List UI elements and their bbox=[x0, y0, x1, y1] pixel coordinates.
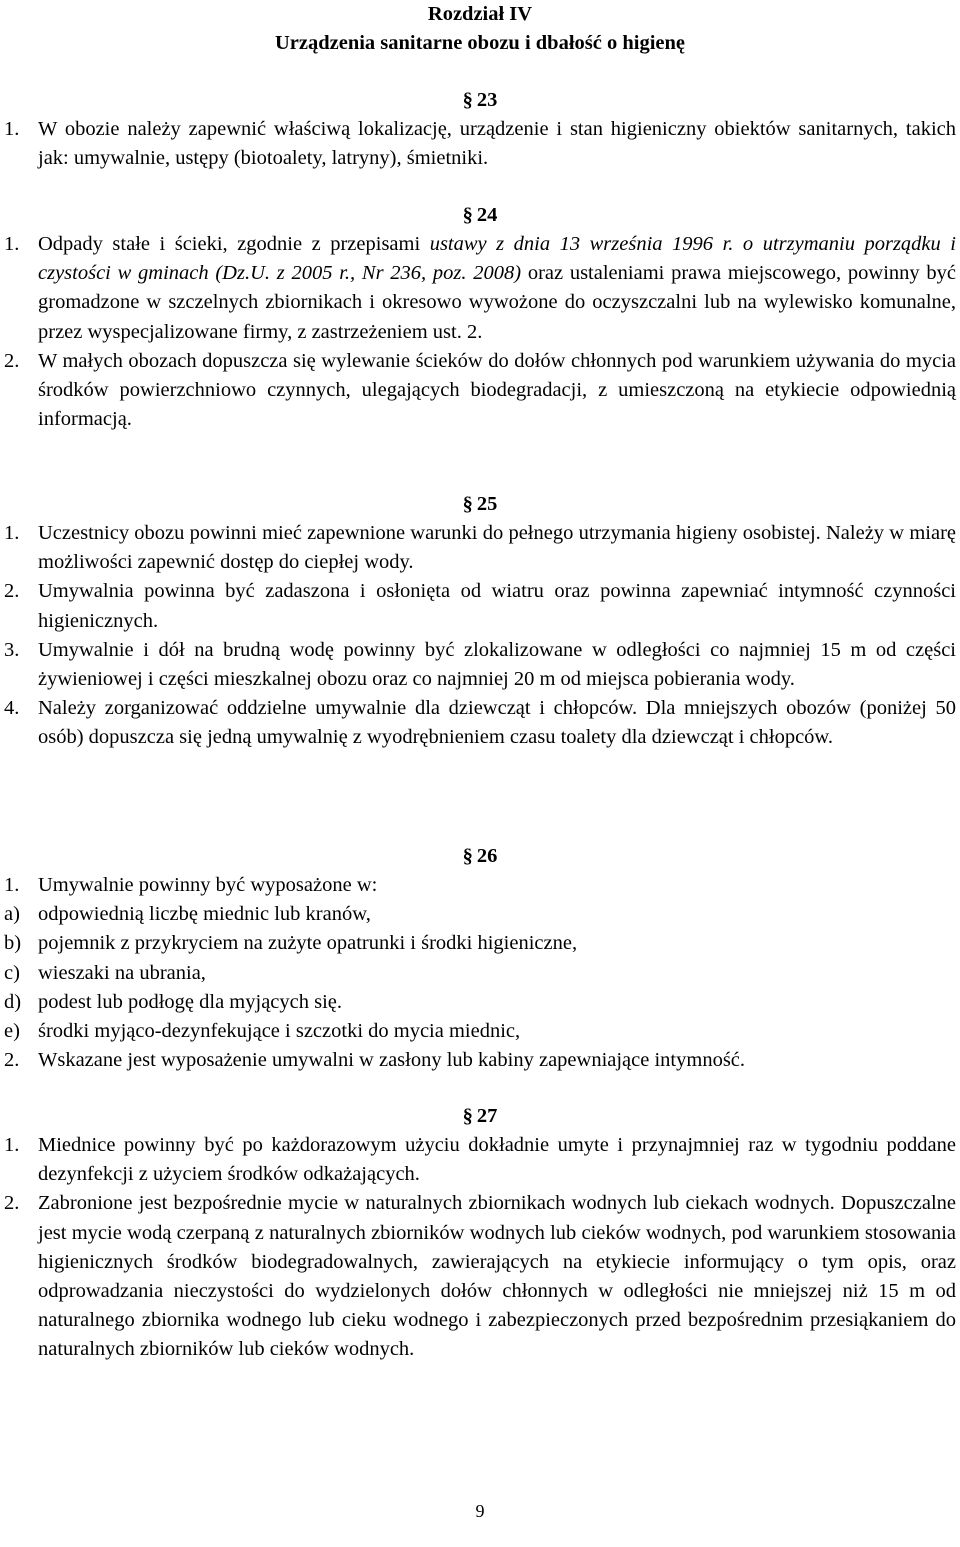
item-letter: d) bbox=[4, 990, 22, 1013]
item-text: Wskazane jest wyposażenie umywalni w zasłony lub kabiny zapewniające intymność. bbox=[38, 1049, 746, 1072]
item-number: 2. bbox=[4, 349, 20, 372]
section-number: 25 bbox=[476, 493, 498, 515]
item-number: 1. bbox=[4, 522, 20, 544]
list-item bbox=[0, 115, 960, 173]
sub-list-item bbox=[0, 959, 960, 988]
list-item bbox=[0, 694, 960, 752]
item-text: Umywalnie powinny być wyposażone w: bbox=[38, 874, 378, 896]
section-number: 24 bbox=[476, 204, 498, 226]
chapter-title: Rozdział IV bbox=[427, 3, 533, 25]
page-number: 9 bbox=[475, 1501, 485, 1521]
section-heading bbox=[0, 1102, 960, 1131]
item-number: 1. bbox=[4, 874, 20, 896]
item-text-start: Odpady stałe i ścieki, zgodnie z przepisami bbox=[38, 233, 430, 255]
item-letter: e) bbox=[4, 1020, 20, 1043]
statute-citation: ustawy z dnia 13 września 1996 r. o utrzymaniu porządku i czystości w gminach (Dz.U. z 2005 r., Nr 236, poz. 2008) bbox=[38, 233, 956, 285]
item-number: 1. bbox=[4, 233, 20, 255]
item-number: 3. bbox=[4, 638, 20, 661]
section-heading bbox=[0, 842, 960, 871]
item-text: Zabronione jest bezpośrednie mycie w naturalnych zbiornikach wodnych lub ciekach wodnych. Dopuszczalne jest mycie wodą czerpaną z naturalnych zbiorników wodnych lub cieków wodnych, pod warunkiem stosowania higienicznych środków biodegradowalnych, zawierających na etykiecie informujący o tym opis, oraz odprowadzania nieczystości do wydzielonych dołów chłonnych w odległości nie mniejszej niż 15 m od naturalnego zbiornika wodnego lub cieku wodnego i zabezpieczonych przed bezpośrednim przesiąkaniem do naturalnych zbiorników lub cieków wodnych. bbox=[38, 1192, 956, 1361]
section-symbol: § bbox=[462, 89, 473, 111]
section-symbol: § bbox=[462, 493, 473, 515]
item-number: 1. bbox=[4, 118, 20, 140]
item-text: Umywalnie i dół na brudną wodę powinny być zlokalizowane w odległości co najmniej 15 m od części żywieniowej i części mieszkalnej obozu oraz co najmniej 20 m od miejsca pobierania wody. bbox=[38, 638, 956, 691]
item-text bbox=[38, 230, 956, 347]
item-number: 2. bbox=[4, 1049, 20, 1072]
chapter-subtitle: Urządzenia sanitarne obozu i dbałość o higienę bbox=[274, 32, 685, 54]
item-text: Miednice powinny być po każdorazowym użyciu dokładnie umyte i przynajmniej raz w tygodniu poddane dezynfekcji z użyciem środków odkażających. bbox=[38, 1134, 956, 1186]
item-text: Uczestnicy obozu powinni mieć zapewnione warunki do pełnego utrzymania higieny osobistej. Należy w miarę możliwości zapewnić dostęp do ciepłej wody. bbox=[38, 522, 956, 574]
sub-list-item bbox=[0, 988, 960, 1017]
section-heading bbox=[0, 490, 960, 519]
item-text: W małych obozach dopuszcza się wylewanie ścieków do dołów chłonnych pod warunkiem używania do mycia środków powierzchniowo czynnych, ulegających biodegradacji, z umieszczoną na etykiecie odpowiednią informacją. bbox=[38, 349, 956, 431]
section-heading bbox=[0, 201, 960, 230]
item-text: W obozie należy zapewnić właściwą lokalizację, urządzenie i stan higieniczny obiektów sanitarnych, takich jak: umywalnie, ustępy (biotoalety, latryny), śmietniki. bbox=[38, 118, 956, 170]
section-24 bbox=[0, 201, 960, 434]
list-item bbox=[0, 1131, 960, 1189]
sub-list-item bbox=[0, 929, 960, 958]
item-letter: b) bbox=[4, 932, 22, 955]
list-item bbox=[0, 1189, 960, 1364]
chapter-heading bbox=[0, 0, 960, 58]
section-number: 23 bbox=[476, 89, 498, 111]
list-item bbox=[0, 230, 960, 347]
list-item bbox=[0, 1046, 960, 1075]
section-26 bbox=[0, 842, 960, 1075]
section-number: 27 bbox=[476, 1105, 498, 1127]
section-symbol: § bbox=[462, 845, 473, 867]
item-text: odpowiednią liczbę miednic lub kranów, bbox=[38, 903, 371, 926]
section-25 bbox=[0, 490, 960, 753]
item-text: podest lub podłogę dla myjących się. bbox=[38, 990, 343, 1013]
item-number: 2. bbox=[4, 580, 20, 603]
section-23 bbox=[0, 86, 960, 173]
list-item bbox=[0, 347, 960, 435]
item-number: 4. bbox=[4, 697, 20, 720]
item-text: Należy zorganizować oddzielne umywalnie dla dziewcząt i chłopców. Dla mniejszych obozów (poniżej 50 osób) dopuszcza się jedną umywalnię z wyodrębnieniem czasu toalety dla dziewcząt i chłopców. bbox=[38, 697, 956, 749]
item-letter: a) bbox=[4, 903, 20, 926]
item-text: Umywalnia powinna być zadaszona i osłonięta od wiatru oraz powinna zapewniać intymność czynności higienicznych. bbox=[38, 580, 956, 632]
section-symbol: § bbox=[462, 204, 473, 226]
list-item bbox=[0, 871, 960, 900]
sub-list-item bbox=[0, 1017, 960, 1046]
section-27 bbox=[0, 1102, 960, 1365]
section-heading bbox=[0, 86, 960, 115]
list-item bbox=[0, 519, 960, 577]
section-number: 26 bbox=[476, 845, 498, 867]
section-symbol: § bbox=[462, 1105, 473, 1127]
sub-list-item bbox=[0, 900, 960, 929]
item-text: wieszaki na ubrania, bbox=[38, 961, 206, 984]
item-text: pojemnik z przykryciem na zużyte opatrunki i środki higieniczne, bbox=[38, 932, 578, 955]
item-text-end: oraz ustaleniami prawa miejscowego, powinny być gromadzone w szczelnych zbiornikach i okresowo wywożone do oczyszczalni lub na wylewisko komunalne, przez wyspecjalizowane firmy, z zastrzeżeniem ust. 2. bbox=[38, 262, 956, 343]
list-item bbox=[0, 577, 960, 635]
item-text: środki myjąco-dezynfekujące i szczotki do mycia miednic, bbox=[38, 1020, 521, 1043]
item-letter: c) bbox=[4, 961, 20, 984]
item-number: 1. bbox=[4, 1134, 20, 1156]
list-item bbox=[0, 636, 960, 694]
item-number: 2. bbox=[4, 1192, 20, 1215]
